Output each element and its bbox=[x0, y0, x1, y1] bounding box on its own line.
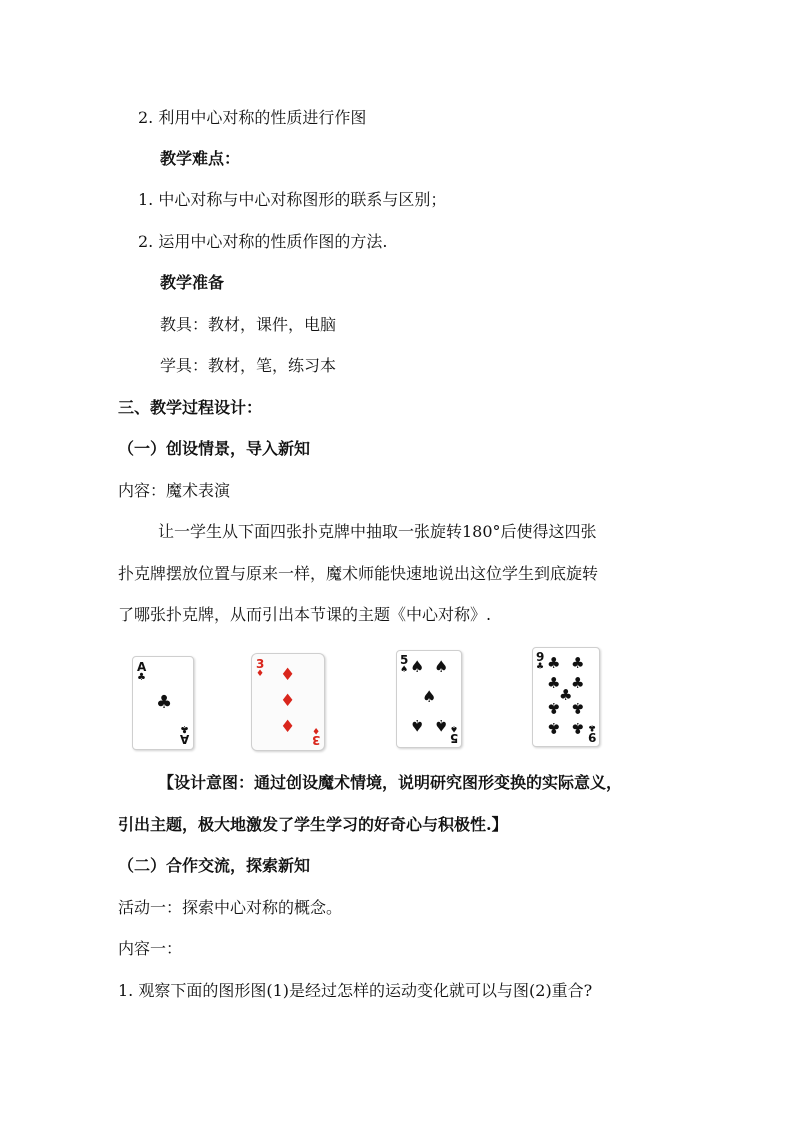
club-icon: ♣ bbox=[571, 654, 585, 672]
paragraph-line-1: 让一学生从下面四张扑克牌中抽取一张旋转180°后使得这四张 bbox=[158, 522, 597, 541]
design-intent-line-1: 【设计意图：通过创设魔术情境，说明研究图形变换的实际意义， bbox=[158, 773, 623, 792]
diamond-icon: ♦ bbox=[311, 725, 320, 735]
card-rank: 9 bbox=[536, 650, 545, 664]
spade-icon: ♠ bbox=[410, 657, 425, 676]
difficulty-item-1: 1. 中心对称与中心对称图形的联系与区别； bbox=[138, 190, 447, 209]
diamond-icon: ♦ bbox=[280, 717, 296, 737]
club-icon: ♣ bbox=[547, 699, 561, 717]
diamond-icon: ♦ bbox=[280, 665, 296, 685]
card-rank: 9 bbox=[587, 730, 596, 744]
club-icon: ♣ bbox=[536, 662, 545, 672]
card-rank: 3 bbox=[256, 657, 265, 671]
heading-part-1: （一）创设情景，导入新知 bbox=[118, 439, 311, 458]
spade-icon: ♠ bbox=[449, 723, 458, 733]
playing-card-nine-clubs bbox=[532, 647, 600, 747]
question-1: 1. 观察下面的图形图(1)是经过怎样的运动变化就可以与图(2)重合? bbox=[118, 981, 593, 1000]
spade-icon: ♠ bbox=[400, 665, 409, 675]
student-tools: 学具：教材，笔，练习本 bbox=[160, 356, 337, 375]
spade-icon: ♠ bbox=[422, 687, 437, 706]
content-magic-show: 内容：魔术表演 bbox=[118, 481, 231, 500]
club-icon: ♣ bbox=[571, 719, 585, 737]
club-icon: ♣ bbox=[137, 672, 146, 683]
club-icon: ♣ bbox=[559, 686, 573, 704]
paragraph-line-2: 扑克牌摆放位置与原来一样，魔术师能快速地说出这位学生到底旋转 bbox=[118, 564, 599, 583]
heading-part-2: （二）合作交流，探索新知 bbox=[118, 856, 311, 875]
club-icon: ♣ bbox=[547, 719, 561, 737]
card-rank: 5 bbox=[400, 653, 409, 667]
spade-icon: ♠ bbox=[434, 657, 449, 676]
card-rank: 5 bbox=[449, 731, 458, 745]
diamond-icon: ♦ bbox=[256, 669, 265, 679]
playing-card-ace-clubs bbox=[132, 656, 194, 750]
card-rank: 3 bbox=[311, 733, 320, 747]
club-icon: ♣ bbox=[180, 723, 189, 734]
teacher-tools: 教具：教材，课件，电脑 bbox=[160, 315, 337, 334]
spade-icon: ♠ bbox=[434, 716, 449, 735]
paragraph-line-3: 了哪张扑克牌，从而引出本节课的主题《中心对称》. bbox=[118, 605, 492, 624]
difficulty-item-2: 2. 运用中心对称的性质作图的方法. bbox=[138, 232, 388, 251]
activity-1: 活动一：探索中心对称的概念。 bbox=[118, 898, 343, 917]
heading-teaching-process: 三、教学过程设计： bbox=[118, 398, 263, 417]
playing-card-three-diamonds bbox=[251, 653, 325, 751]
playing-card-five-spades bbox=[396, 650, 462, 748]
content-1: 内容一： bbox=[118, 939, 183, 958]
heading-teaching-difficulty: 教学难点： bbox=[160, 149, 241, 168]
playing-cards-figure bbox=[0, 647, 794, 757]
diamond-icon: ♦ bbox=[280, 691, 296, 711]
club-icon: ♣ bbox=[571, 674, 585, 692]
design-intent-line-2: 引出主题，极大地激发了学生学习的好奇心与积极性.】 bbox=[118, 815, 508, 834]
objective-item-2: 2. 利用中心对称的性质进行作图 bbox=[138, 108, 367, 127]
card-rank: A bbox=[179, 732, 189, 746]
card-rank: A bbox=[137, 660, 147, 674]
heading-teaching-prep: 教学准备 bbox=[160, 273, 225, 292]
club-icon: ♣ bbox=[587, 722, 596, 732]
club-icon: ♣ bbox=[547, 654, 561, 672]
spade-icon: ♠ bbox=[410, 716, 425, 735]
club-icon: ♣ bbox=[156, 692, 173, 713]
club-icon: ♣ bbox=[547, 674, 561, 692]
club-icon: ♣ bbox=[571, 699, 585, 717]
